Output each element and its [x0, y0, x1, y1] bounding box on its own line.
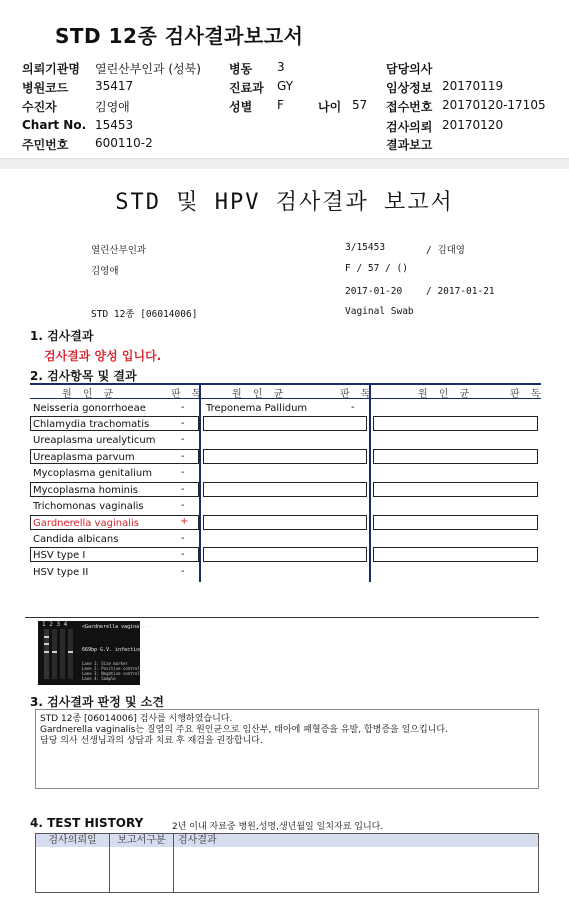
gel-lane — [60, 629, 65, 679]
comment-line: Gardnerella vaginalis는 질염의 주요 원인균으로 임산부, 태아에 패혈증을 유발, 합병증을 일으킵니다. — [40, 725, 448, 735]
col-header-pathogen-2: 원 인 균 — [232, 389, 288, 400]
gel-band — [44, 651, 49, 653]
organism-mark: - — [181, 467, 185, 478]
gel-band — [68, 651, 73, 653]
field-requesting-institution-value: 열린산부인과 (성북) — [95, 62, 201, 76]
info-chart: 3/15453 — [345, 242, 386, 253]
field-receipt-number: 접수번호 — [386, 100, 433, 114]
organism-name: Ureaplasma parvum — [33, 452, 135, 463]
organism-mark: - — [181, 549, 185, 560]
report-header — [0, 0, 569, 159]
field-chart-no-value: 15453 — [95, 118, 134, 132]
section-3-heading: 3. 검사결과 판정 및 소견 — [30, 695, 164, 709]
field-chart-no: Chart No. — [22, 118, 87, 132]
organism-name: Treponema Pallidum — [206, 403, 308, 414]
info-specimen: Vaginal Swab — [345, 306, 414, 317]
info-date-to: / 2017-01-21 — [426, 286, 495, 297]
history-note: 2년 이내 자료중 병원,성명,생년월일 일치자료 입니다. — [172, 822, 384, 832]
section-1-heading: 1. 검사결과 — [30, 329, 94, 343]
history-table — [35, 833, 539, 893]
gel-legend-1: Lane 1: Size marker — [82, 661, 128, 666]
history-col-report-type: 보고서구분 — [110, 834, 174, 847]
comment-line: 담당 의사 선생님과의 상담과 치료 후 재검을 권장합니다. — [40, 736, 263, 746]
field-hospital-code: 병원코드 — [22, 81, 69, 95]
organism-mark: - — [181, 500, 185, 511]
organism-mark: - — [181, 533, 185, 544]
info-date-from: 2017-01-20 — [345, 286, 403, 297]
row-box — [373, 482, 538, 497]
row-box — [203, 515, 367, 530]
gel-lane-numbers: 1 2 3 4 — [42, 621, 68, 628]
gel-legend-2: Lane 2: Positive control — [82, 666, 140, 671]
gel-electrophoresis-image — [38, 621, 152, 685]
field-sex: 성별 — [229, 100, 253, 114]
info-doctor: / 김대영 — [426, 245, 465, 256]
row-box — [373, 449, 538, 464]
field-patient: 수진자 — [22, 100, 57, 114]
col-header-judge-1: 판 독 — [171, 389, 206, 400]
gel-band — [52, 651, 57, 653]
gel-legend-4: Lane 4: Sample — [82, 676, 116, 681]
field-ward-value: 3 — [277, 60, 285, 74]
field-result-report: 결과보고 — [386, 138, 433, 152]
gel-band — [44, 636, 49, 638]
col-header-pathogen-1: 원 인 균 — [62, 389, 118, 400]
gel-legend-3: Lane 3: Negative control — [82, 671, 140, 676]
section-divider — [0, 159, 569, 169]
field-patient-value: 김영애 — [95, 100, 130, 114]
gel-title: <Gardnerella vaginalis> — [82, 624, 152, 630]
col-header-judge-2: 판 독 — [340, 389, 375, 400]
history-divider — [173, 847, 174, 892]
field-request-date-value: 20170120 — [442, 118, 504, 132]
info-hospital: 열린산부인과 — [91, 245, 147, 256]
field-requesting-institution: 의뢰기관명 — [22, 62, 80, 76]
row-box — [203, 547, 367, 562]
field-doctor: 담당의사 — [386, 62, 433, 76]
field-clinical-info: 임상정보 — [386, 81, 433, 95]
field-request-date: 검사의뢰 — [386, 120, 433, 134]
organism-name: HSV type I — [33, 550, 86, 561]
field-resident-number-value: 600110-2 — [95, 136, 153, 150]
field-age: 나이 — [318, 100, 342, 114]
field-clinical-info-value: 20170119 — [442, 79, 504, 93]
organism-mark: - — [181, 484, 185, 495]
field-receipt-number-value: 20170120-17105 — [442, 98, 546, 112]
row-box — [373, 515, 538, 530]
gel-lane — [52, 629, 57, 679]
organism-mark: - — [181, 451, 185, 462]
col-header-judge-3: 판 독 — [510, 389, 545, 400]
row-box — [373, 416, 538, 431]
organism-name: Ureaplasma urealyticum — [33, 435, 156, 446]
section-2-heading: 2. 검사항목 및 결과 — [30, 369, 137, 383]
organism-name-positive: Gardnerella vaginalis — [33, 518, 139, 529]
organism-name: Trichomonas vaginalis — [33, 501, 144, 512]
organism-mark: - — [181, 418, 185, 429]
comment-box — [35, 709, 539, 789]
field-age-value: 57 — [352, 98, 368, 112]
gel-band-label: 669bp G.V. infection — [82, 647, 143, 653]
row-box — [203, 416, 367, 431]
gel-lane — [68, 629, 73, 679]
history-col-request-date: 검사의뢰일 — [36, 834, 110, 847]
organism-name: Chlamydia trachomatis — [33, 419, 150, 430]
gel-band — [44, 643, 49, 645]
comment-line: STD 12종 [06014006] 검사를 시행하였습니다. — [40, 714, 233, 724]
col-header-pathogen-3: 원 인 균 — [418, 389, 474, 400]
organism-name: Neisseria gonorrhoeae — [33, 403, 146, 414]
field-ward: 병동 — [229, 62, 253, 76]
result-text: 검사결과 양성 입니다. — [44, 349, 162, 363]
gel-top-rule — [25, 617, 539, 618]
row-box — [373, 547, 538, 562]
info-sex-age: F / 57 / () — [345, 263, 408, 274]
header-title: STD 12종 검사결과보고서 — [55, 24, 304, 48]
report-page — [0, 169, 569, 911]
field-resident-number: 주민번호 — [22, 138, 69, 152]
report-title: STD 및 HPV 검사결과 보고서 — [115, 190, 454, 215]
field-sex-value: F — [277, 98, 284, 112]
field-department: 진료과 — [229, 81, 264, 95]
organism-mark: - — [181, 566, 185, 577]
table-divider-2 — [369, 383, 371, 582]
info-patient: 김영애 — [91, 266, 119, 277]
organism-name: Candida albicans — [33, 534, 119, 545]
organism-mark: - — [181, 402, 185, 413]
field-department-value: GY — [277, 79, 294, 93]
organism-mark: - — [351, 402, 355, 413]
row-box — [203, 482, 367, 497]
field-hospital-code-value: 35417 — [95, 79, 134, 93]
info-test: STD 12종 [06014006] — [91, 309, 198, 320]
row-box — [203, 449, 367, 464]
history-col-result: 검사결과 — [174, 834, 538, 847]
history-divider — [109, 847, 110, 892]
table-divider-1 — [199, 383, 201, 582]
organism-name: HSV type II — [33, 567, 89, 578]
organism-mark-positive: + — [180, 516, 189, 527]
organism-mark: - — [181, 434, 185, 445]
organism-name: Mycoplasma hominis — [33, 485, 138, 496]
organism-name: Mycoplasma genitalium — [33, 468, 152, 479]
section-4-heading: 4. TEST HISTORY — [30, 816, 144, 830]
